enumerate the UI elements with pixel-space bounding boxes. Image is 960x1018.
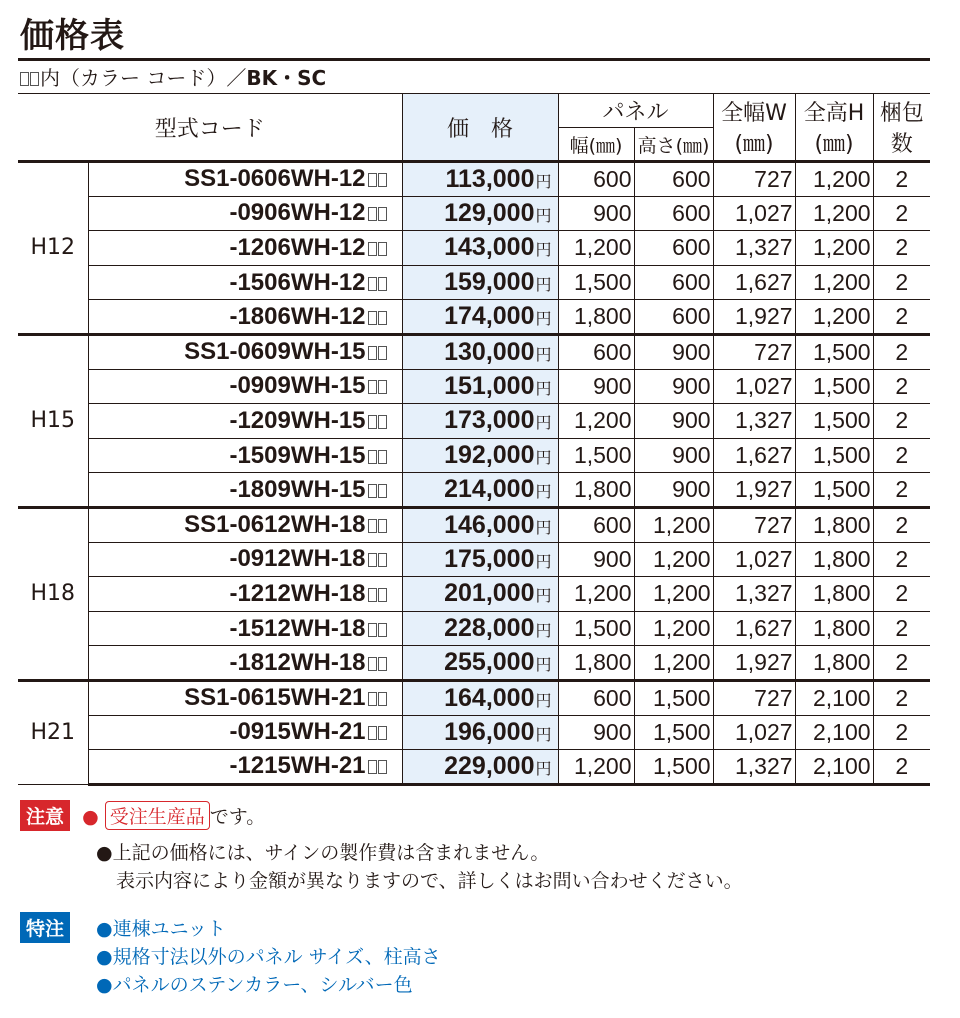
total-height-cell: 1,800: [795, 542, 873, 577]
packages-cell: 2: [873, 646, 930, 681]
panel-width-cell: 1,500: [558, 265, 634, 300]
header-model-code: 型式コード: [18, 94, 402, 162]
panel-height-cell: 900: [634, 473, 713, 508]
packages-cell: 2: [873, 265, 930, 300]
panel-height-cell: 600: [634, 265, 713, 300]
price-cell: 196,000円: [402, 715, 558, 750]
packages-cell: 2: [873, 473, 930, 508]
panel-width-cell: 600: [558, 507, 634, 542]
total-height-cell: 1,500: [795, 473, 873, 508]
special-item-2: ●規格寸法以外のパネル サイズ、柱高さ: [96, 946, 441, 968]
title-divider: [18, 58, 930, 61]
total-width-cell: 1,027: [713, 542, 795, 577]
packages-cell: 2: [873, 334, 930, 369]
caution-line: [20, 800, 265, 831]
header-price: 価 格: [402, 94, 558, 162]
note-line-3: 表示内容により金額が異なりますので、詳しくはお問い合わせください。: [116, 870, 743, 892]
model-code-cell: SS1-0606WH-12: [88, 162, 402, 197]
total-width-cell: 1,927: [713, 646, 795, 681]
height-group-label: H21: [18, 680, 88, 784]
price-cell: 130,000円: [402, 334, 558, 369]
price-cell: 151,000円: [402, 369, 558, 404]
total-width-cell: 727: [713, 334, 795, 369]
model-code-cell: -1512WH-18: [88, 611, 402, 646]
table-row: [18, 577, 930, 612]
total-width-cell: 1,927: [713, 300, 795, 335]
price-cell: 214,000円: [402, 473, 558, 508]
panel-height-cell: 600: [634, 196, 713, 231]
price-table: [18, 93, 930, 786]
table-row: [18, 750, 930, 785]
color-placeholder-boxes: [20, 66, 40, 90]
model-code-cell: -1215WH-21: [88, 750, 402, 785]
panel-width-cell: 600: [558, 334, 634, 369]
model-code-cell: -1206WH-12: [88, 231, 402, 266]
total-width-cell: 1,627: [713, 611, 795, 646]
model-code-cell: -1209WH-15: [88, 404, 402, 439]
table-row: [18, 369, 930, 404]
total-height-cell: 2,100: [795, 680, 873, 715]
total-width-cell: 727: [713, 680, 795, 715]
total-height-cell: 2,100: [795, 715, 873, 750]
panel-width-cell: 900: [558, 715, 634, 750]
packages-cell: 2: [873, 369, 930, 404]
model-code-cell: -1809WH-15: [88, 473, 402, 508]
panel-height-cell: 1,200: [634, 542, 713, 577]
panel-width-cell: 1,500: [558, 438, 634, 473]
height-group-label: H15: [18, 334, 88, 507]
model-code-cell: -1212WH-18: [88, 577, 402, 612]
packages-cell: 2: [873, 750, 930, 785]
model-code-cell: -1812WH-18: [88, 646, 402, 681]
panel-width-cell: 900: [558, 542, 634, 577]
table-row: [18, 715, 930, 750]
page-title: 価格表: [20, 16, 125, 56]
panel-height-cell: 1,500: [634, 750, 713, 785]
header-panel: パネル: [558, 94, 713, 128]
model-code-cell: -1806WH-12: [88, 300, 402, 335]
table-row: [18, 300, 930, 335]
panel-width-cell: 1,800: [558, 646, 634, 681]
total-height-cell: 1,800: [795, 646, 873, 681]
packages-cell: 2: [873, 715, 930, 750]
table-row: [18, 680, 930, 715]
price-cell: 146,000円: [402, 507, 558, 542]
total-height-cell: 1,200: [795, 196, 873, 231]
packages-cell: 2: [873, 404, 930, 439]
packages-cell: 2: [873, 196, 930, 231]
total-height-cell: 1,800: [795, 577, 873, 612]
price-cell: 129,000円: [402, 196, 558, 231]
table-row: [18, 473, 930, 508]
header-total-height: 全高H (㎜): [795, 94, 873, 162]
panel-width-cell: 1,800: [558, 473, 634, 508]
packages-cell: 2: [873, 300, 930, 335]
total-width-cell: 1,327: [713, 750, 795, 785]
panel-width-cell: 1,200: [558, 404, 634, 439]
model-code-cell: -1506WH-12: [88, 265, 402, 300]
table-row: [18, 646, 930, 681]
header-panel-height: 高さ(㎜): [634, 128, 713, 162]
panel-height-cell: 900: [634, 334, 713, 369]
price-cell: 255,000円: [402, 646, 558, 681]
header-panel-width: 幅(㎜): [558, 128, 634, 162]
packages-cell: 2: [873, 162, 930, 197]
color-codes: BK・SC: [246, 66, 327, 90]
total-height-cell: 1,200: [795, 231, 873, 266]
table-row: [18, 265, 930, 300]
packages-cell: 2: [873, 507, 930, 542]
panel-height-cell: 1,200: [634, 507, 713, 542]
note-line-2: ●上記の価格には、サインの製作費は含まれません。: [96, 842, 550, 864]
model-code-cell: SS1-0609WH-15: [88, 334, 402, 369]
total-width-cell: 1,027: [713, 369, 795, 404]
color-line-prefix: 内（カラー コード）／: [40, 66, 247, 90]
panel-width-cell: 600: [558, 162, 634, 197]
model-code-cell: -0909WH-15: [88, 369, 402, 404]
panel-height-cell: 1,200: [634, 611, 713, 646]
total-width-cell: 727: [713, 507, 795, 542]
panel-width-cell: 900: [558, 196, 634, 231]
total-width-cell: 1,027: [713, 715, 795, 750]
caution-suffix: です。: [209, 806, 266, 828]
panel-height-cell: 600: [634, 162, 713, 197]
total-height-cell: 1,500: [795, 438, 873, 473]
model-code-cell: -0906WH-12: [88, 196, 402, 231]
table-row: [18, 611, 930, 646]
model-code-cell: -0915WH-21: [88, 715, 402, 750]
model-code-cell: -1509WH-15: [88, 438, 402, 473]
price-cell: 201,000円: [402, 577, 558, 612]
header-total-width: 全幅W (㎜): [713, 94, 795, 162]
panel-height-cell: 1,500: [634, 715, 713, 750]
panel-height-cell: 600: [634, 300, 713, 335]
special-item-3: ●パネルのステンカラー、シルバー色: [96, 974, 413, 996]
price-cell: 143,000円: [402, 231, 558, 266]
total-width-cell: 1,327: [713, 231, 795, 266]
model-code-cell: SS1-0612WH-18: [88, 507, 402, 542]
special-item-1: ●連棟ユニット: [96, 918, 226, 940]
total-height-cell: 1,200: [795, 265, 873, 300]
panel-height-cell: 900: [634, 404, 713, 439]
made-to-order-label: 受注生産品: [105, 801, 210, 830]
model-code-cell: -0912WH-18: [88, 542, 402, 577]
panel-width-cell: 1,200: [558, 750, 634, 785]
total-height-cell: 2,100: [795, 750, 873, 785]
total-height-cell: 1,500: [795, 369, 873, 404]
table-row: [18, 542, 930, 577]
price-cell: 175,000円: [402, 542, 558, 577]
special-order-line: [20, 912, 70, 943]
header-packages: 梱包 数: [873, 94, 930, 162]
table-row: [18, 404, 930, 439]
total-height-cell: 1,800: [795, 611, 873, 646]
panel-width-cell: 1,200: [558, 577, 634, 612]
price-cell: 159,000円: [402, 265, 558, 300]
caution-badge: 注意: [20, 800, 70, 831]
price-cell: 164,000円: [402, 680, 558, 715]
table-row: [18, 231, 930, 266]
panel-height-cell: 900: [634, 369, 713, 404]
table-row: [18, 507, 930, 542]
panel-width-cell: 900: [558, 369, 634, 404]
panel-height-cell: 1,200: [634, 646, 713, 681]
table-row: [18, 334, 930, 369]
total-height-cell: 1,500: [795, 404, 873, 439]
price-cell: 192,000円: [402, 438, 558, 473]
total-width-cell: 1,027: [713, 196, 795, 231]
panel-width-cell: 600: [558, 680, 634, 715]
packages-cell: 2: [873, 542, 930, 577]
total-width-cell: 1,927: [713, 473, 795, 508]
panel-width-cell: 1,200: [558, 231, 634, 266]
model-code-cell: SS1-0615WH-21: [88, 680, 402, 715]
packages-cell: 2: [873, 680, 930, 715]
height-group-label: H12: [18, 162, 88, 335]
table-row: [18, 196, 930, 231]
table-row: [18, 438, 930, 473]
total-width-cell: 1,327: [713, 404, 795, 439]
height-group-label: H18: [18, 507, 88, 680]
total-width-cell: 1,627: [713, 265, 795, 300]
total-height-cell: 1,200: [795, 300, 873, 335]
table-row: [18, 162, 930, 197]
color-code-line: [20, 62, 326, 91]
total-width-cell: 727: [713, 162, 795, 197]
panel-height-cell: 900: [634, 438, 713, 473]
packages-cell: 2: [873, 577, 930, 612]
price-cell: 228,000円: [402, 611, 558, 646]
panel-width-cell: 1,800: [558, 300, 634, 335]
panel-height-cell: 600: [634, 231, 713, 266]
price-cell: 229,000円: [402, 750, 558, 785]
price-cell: 173,000円: [402, 404, 558, 439]
total-width-cell: 1,327: [713, 577, 795, 612]
price-cell: 174,000円: [402, 300, 558, 335]
bullet-icon: ●: [76, 806, 105, 828]
total-height-cell: 1,500: [795, 334, 873, 369]
panel-width-cell: 1,500: [558, 611, 634, 646]
price-cell: 113,000円: [402, 162, 558, 197]
total-width-cell: 1,627: [713, 438, 795, 473]
panel-height-cell: 1,200: [634, 577, 713, 612]
packages-cell: 2: [873, 231, 930, 266]
total-height-cell: 1,800: [795, 507, 873, 542]
special-badge: 特注: [20, 912, 70, 943]
packages-cell: 2: [873, 438, 930, 473]
packages-cell: 2: [873, 611, 930, 646]
panel-height-cell: 1,500: [634, 680, 713, 715]
total-height-cell: 1,200: [795, 162, 873, 197]
